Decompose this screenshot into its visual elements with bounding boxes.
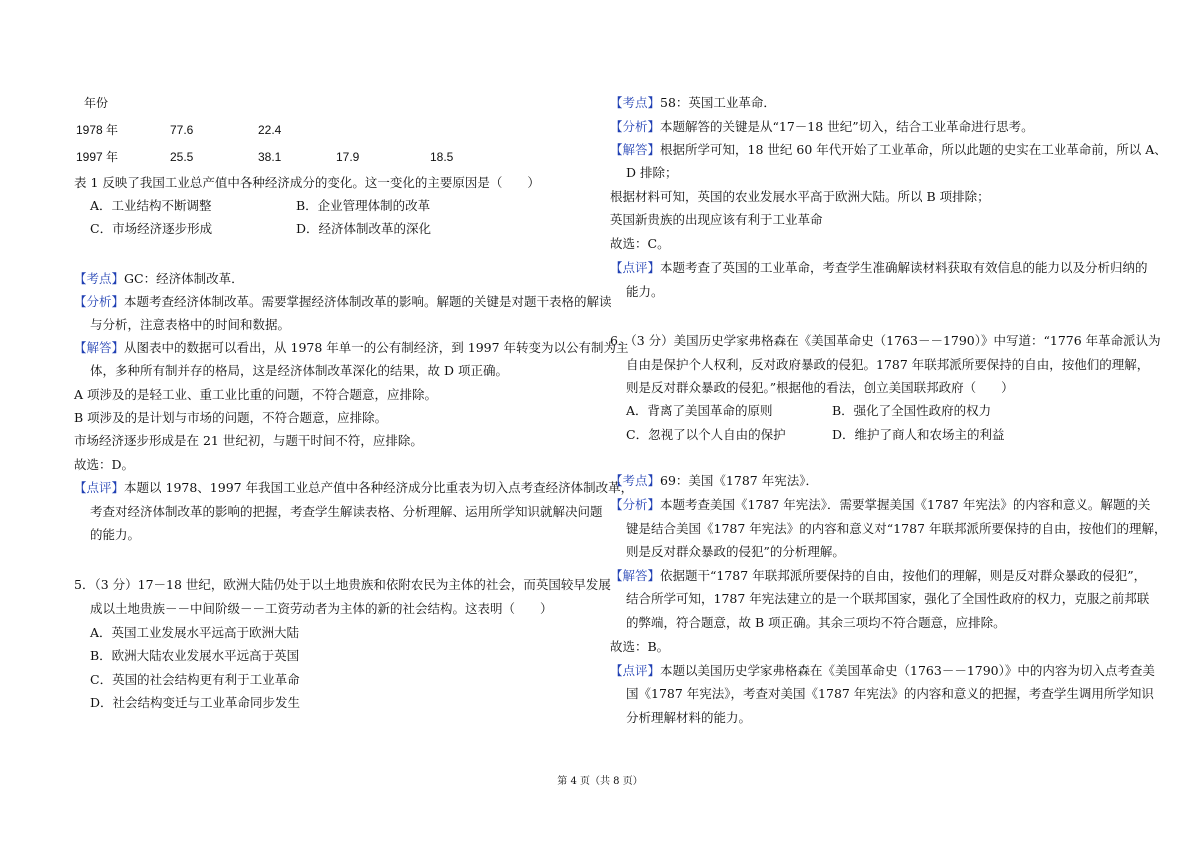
q4-option-c: C．市场经济逐步形成	[90, 221, 213, 236]
fenxi-tag: 【分析】	[610, 119, 661, 134]
a4-jieda	[74, 339, 629, 357]
fenxi-tag: 【分析】	[610, 497, 661, 512]
q4-option-b: B．企业管理体制的改革	[296, 198, 431, 213]
dianping-text: 本题考查了英国的工业革命，考查学生准确解读材料获取有效信息的能力以及分析归纳的	[660, 260, 1148, 275]
a6-fenxi	[610, 496, 1150, 514]
a5-dianping	[610, 259, 1148, 277]
table-cell: 38.1	[258, 150, 282, 164]
a5-kaodian	[610, 94, 776, 112]
table-cell: 22.4	[258, 123, 282, 137]
table-cell-year-1997: 1997 年	[76, 150, 119, 164]
jieda-text: 根据所学可知，18 世纪 60 年代开始了工业革命，所以此题的史实在工业革命前，所以 A、	[660, 142, 1167, 157]
q5-option-c: C．英国的社会结构更有利于工业革命	[90, 672, 300, 687]
jieda-tag: 【解答】	[610, 568, 661, 583]
fenxi-text: 本题解答的关键是从“17－18 世纪”切入，结合工业革命进行思考。	[660, 119, 1034, 134]
q5-option-b: B．欧洲大陆农业发展水平远高于英国	[90, 648, 300, 663]
dianping-tag: 【点评】	[74, 480, 125, 495]
a6-dianping-cont: 分析理解材料的能力。	[626, 710, 752, 725]
kaodian-text: 69：美国《1787 年宪法》．	[660, 473, 818, 488]
fenxi-text: 本题考查美国《1787 年宪法》．需要掌握美国《1787 年宪法》的内容和意义。解题的关	[660, 497, 1151, 512]
page-number: 第 4 页（共 8 页）	[557, 776, 643, 787]
table-cell: 77.6	[170, 123, 194, 137]
fenxi-tag: 【分析】	[74, 294, 125, 309]
q6-option-c: C．忽视了以个人自由的保护	[626, 427, 786, 442]
a6-fenxi-cont: 键是结合美国《1787 年宪法》的内容和意义对“1787 年联邦派所要保持的自由，按他们的理解，	[626, 521, 1167, 536]
question-6-stem-cont: 则是反对群众暴政的侵犯。”根据他的看法，创立美国联邦政府（ ）	[626, 380, 1014, 395]
q6-option-a: A．背离了美国革命的原则	[626, 403, 773, 418]
kaodian-text: 58：英国工业革命．	[660, 95, 776, 110]
dianping-text: 本题以 1978、1997 年我国工业总产值中各种经济成分比重表为切入点考查经济体制改革，	[124, 480, 634, 495]
question-5-stem: 5．（3 分）17－18 世纪，欧洲大陆仍处于以土地贵族和依附农民为主体的社会，而英国较早发展	[74, 577, 611, 592]
a6-fenxi-cont: 则是反对群众暴政的侵犯”的分析理解。	[626, 544, 845, 559]
a6-answer: 故选：B。	[610, 639, 670, 654]
a5-dianping-cont: 能力。	[626, 284, 664, 299]
a5-paragraph: 英国新贵族的出现应该有利于工业革命	[610, 212, 823, 227]
question-5-stem-cont: 成以土地贵族－－中间阶级－－工资劳动者为主体的新的社会结构。这表明（ ）	[90, 601, 553, 616]
a4-dianping	[74, 479, 633, 497]
a4-dianping-cont: 考查对经济体制改革的影响的把握，考查学生解读表格、分析理解、运用所学知识就解决问题	[90, 504, 603, 519]
q5-option-a: A．英国工业发展水平远高于欧洲大陆	[90, 625, 300, 640]
jieda-text: 依据题干“1787 年联邦派所要保持的自由，按他们的理解，则是反对群众暴政的侵犯”，	[660, 568, 1147, 583]
table-cell-year-1978: 1978 年	[76, 123, 119, 137]
q4-option-d: D．经济体制改革的深化	[296, 221, 432, 236]
a4-paragraph: A 项涉及的是轻工业、重工业比重的问题，不符合题意，应排除。	[74, 387, 438, 402]
a6-kaodian	[610, 472, 818, 490]
table-cell: 18.5	[430, 150, 454, 164]
q4-option-a: A．工业结构不断调整	[90, 198, 212, 213]
kaodian-text: GC：经济体制改革．	[124, 271, 244, 286]
q6-option-b: B．强化了全国性政府的权力	[832, 403, 992, 418]
q6-option-d: D．维护了商人和农场主的利益	[832, 427, 1005, 442]
fenxi-text: 本题考查经济体制改革。需要掌握经济体制改革的影响。解题的关键是对题干表格的解读	[124, 294, 612, 309]
a6-dianping	[610, 662, 1155, 680]
table-header-year: 年份	[84, 96, 109, 110]
a4-fenxi-cont: 与分析，注意表格中的时间和数据。	[90, 317, 291, 332]
a6-jieda	[610, 567, 1146, 585]
a6-jieda-cont: 结合所学可知，1787 年宪法建立的是一个联邦国家，强化了全国性政府的权力，克服之前邦联	[626, 591, 1150, 606]
a4-dianping-cont: 的能力。	[90, 527, 141, 542]
question-4-stem: 表 1 反映了我国工业总产值中各种经济成分的变化。这一变化的主要原因是（ ）	[74, 175, 540, 190]
jieda-tag: 【解答】	[610, 142, 661, 157]
a4-answer: 故选：D。	[74, 457, 135, 472]
kaodian-tag: 【考点】	[610, 95, 661, 110]
a4-paragraph: B 项涉及的是计划与市场的问题，不符合题意，应排除。	[74, 410, 388, 425]
q5-option-d: D．社会结构变迁与工业革命同步发生	[90, 695, 301, 710]
a5-answer: 故选：C。	[610, 236, 670, 251]
table-cell: 17.9	[336, 150, 360, 164]
a4-kaodian	[74, 270, 244, 288]
jieda-text: 从图表中的数据可以看出，从 1978 年单一的公有制经济，到 1997 年转变为以公有制为主	[124, 340, 629, 355]
kaodian-tag: 【考点】	[610, 473, 661, 488]
a5-paragraph: 根据材料可知，英国的农业发展水平高于欧洲大陆。所以 B 项排除；	[610, 189, 990, 204]
kaodian-tag: 【考点】	[74, 271, 125, 286]
question-6-stem: 6．（3 分）美国历史学家弗格森在《美国革命史（1763－－1790）》中写道：“1776 年革命派认为	[610, 333, 1161, 348]
a4-paragraph: 市场经济逐步形成是在 21 世纪初，与题干时间不符，应排除。	[74, 433, 423, 448]
a5-fenxi	[610, 118, 1034, 136]
a5-jieda-cont: D 排除；	[626, 165, 678, 180]
question-6-stem-cont: 自由是保护个人权利，反对政府暴政的侵犯。1787 年联邦派所要保持的自由，按他们的理解，	[626, 357, 1150, 372]
dianping-tag: 【点评】	[610, 260, 661, 275]
table-cell: 25.5	[170, 150, 194, 164]
a6-dianping-cont: 国《1787 年宪法》，考查对美国《1787 年宪法》的内容和意义的把握，考查学生调用所学知识	[626, 686, 1154, 701]
jieda-tag: 【解答】	[74, 340, 125, 355]
a6-jieda-cont: 的弊端，符合题意，故 B 项正确。其余三项均不符合题意，应排除。	[626, 615, 1006, 630]
dianping-tag: 【点评】	[610, 663, 661, 678]
a4-fenxi	[74, 293, 612, 311]
a5-jieda	[610, 141, 1167, 159]
dianping-text: 本题以美国历史学家弗格森在《美国革命史（1763－－1790）》中的内容为切入点考查美	[660, 663, 1155, 678]
a4-jieda-cont: 体，多种所有制并存的格局，这是经济体制改革深化的结果，故 D 项正确。	[90, 363, 508, 378]
